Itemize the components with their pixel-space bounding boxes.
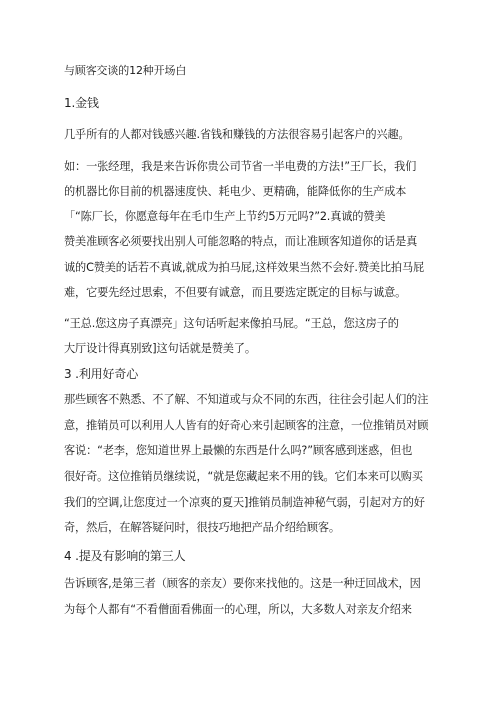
text-line: 大厅设计得真别致]这句话就是赞美了。 — [64, 342, 256, 355]
section-heading-third-party: 4 .提及有影响的第三人 — [64, 549, 186, 563]
text-line: 几乎所有的人都对钱感兴趣.省钱和赚钱的方法很容易引起客户的兴趣。 — [64, 128, 410, 141]
text-line: “王总.您这房子真漂亮」这句话听起来像拍马屁。“王总，您这房子的 — [64, 317, 399, 330]
text-line: 奇，然后，在解答疑问时，很技巧地把产品介绍给顾客。 — [64, 521, 340, 534]
text-line: 如：一张经理，我是来告诉你贵公司节省一半电费的方法!”王厂长，我们 — [64, 160, 417, 173]
text-line: 很好奇。这位推销员继续说，“就是您藏起来不用的钱。它们本来可以购买 — [64, 470, 423, 483]
text-line: 赞美准顾客必须要找出别人可能忽略的特点，而让准顾客知道你的话是真 — [64, 235, 418, 248]
text-line: 诚的C赞美的话若不真诚,就成为拍马屁,这样效果当然不会好.赞美比拍马屁 — [64, 261, 425, 274]
text-line: 意，推销员可以利用人人皆有的好奇心来引起顾客的注意，一位推销员对顾 — [64, 419, 429, 432]
text-line: 的机器比你目前的机器速度快、耗电少、更精确，能降低你的生产成本 — [64, 185, 407, 198]
section-heading-money: 1.金钱 — [64, 96, 99, 110]
text-line: 难，它要先经过思索，不但要有诚意，而且要选定既定的目标与诚意。 — [64, 286, 407, 299]
text-line: 那些顾客不熟悉、不了解、不知道或与众不同的东西，往往会引起人们的注 — [64, 393, 429, 406]
text-line: 告诉顾客,是第三者（顾客的亲友）要你来找他的。这是一种迂回战术，因 — [64, 577, 421, 590]
text-line: 客说：“老李，您知道世界上最懒的东西是什么吗?”顾客感到迷惑，但也 — [64, 444, 413, 457]
text-line: 「“陈厂长，你愿意每年在毛巾生产上节约5万元吗?”2.真诚的赞美 — [64, 210, 386, 223]
document-title: 与顾客交谈的12种开场白 — [64, 64, 187, 77]
text-line: 为每个人都有“不看僧面看佛面一的心理，所以，大多数人对亲友介绍来 — [64, 603, 412, 616]
text-line: 我们的空调,让您度过一个凉爽的夏天]推销员制造神秘气弱，引起对方的好 — [64, 496, 425, 509]
section-heading-curiosity: 3 .利用好奇心 — [64, 367, 139, 381]
